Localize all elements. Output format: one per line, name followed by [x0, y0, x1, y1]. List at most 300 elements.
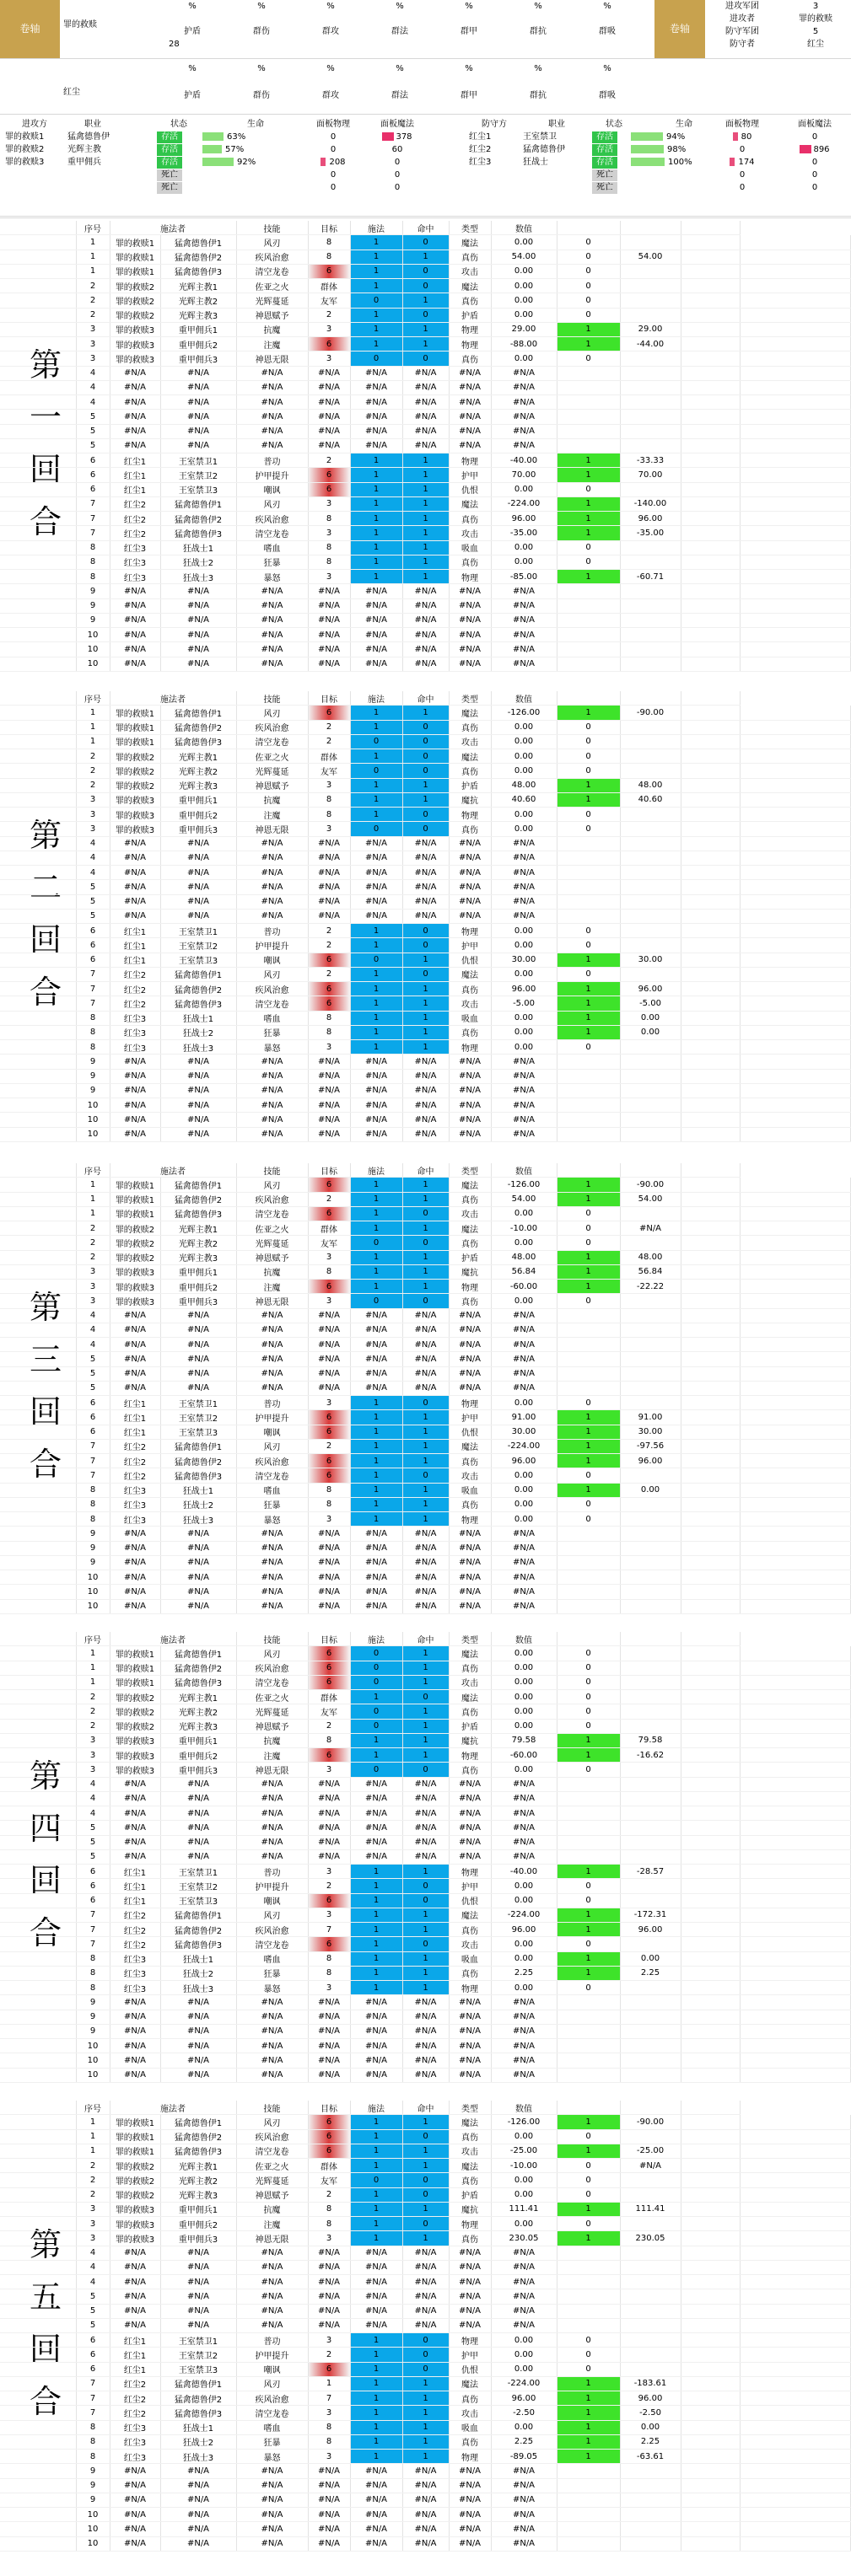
table-cell: 8 [76, 1512, 110, 1527]
table-cell: #N/A [236, 1821, 308, 1835]
phys-text: 174 [738, 158, 755, 167]
table-cell: 6 [308, 2362, 350, 2376]
table-cell: 1 [402, 996, 449, 1011]
table-cell [557, 866, 620, 880]
table-cell: 友军 [308, 293, 350, 308]
team-member-name: 红尘2 [469, 145, 492, 154]
table-cell: #N/A [491, 1127, 557, 1141]
table-cell: 2 [76, 1250, 110, 1264]
table-cell: 罪的救赎2 [110, 2187, 160, 2202]
table-cell: #N/A [110, 2522, 160, 2536]
table-cell: 1 [402, 468, 449, 482]
pct-cell: % [465, 2, 473, 11]
table-cell: 3 [308, 2231, 350, 2246]
table-cell: #N/A [402, 880, 449, 894]
table-cell [620, 2522, 681, 2536]
team-header: 生命 [247, 120, 264, 129]
table-cell: #N/A [402, 1055, 449, 1069]
table-cell: 0 [557, 352, 620, 366]
table-cell: 真伤 [449, 352, 491, 366]
table-cell: 1 [557, 996, 620, 1011]
table-cell: 光辉主教1 [160, 279, 236, 293]
side-value-2: 5 [812, 27, 819, 36]
table-cell: 罪的救赎2 [110, 749, 160, 764]
table-row [0, 1777, 851, 1791]
table-cell: 48.00 [620, 1250, 681, 1264]
table-cell: 54.00 [620, 250, 681, 264]
table-cell: 红尘2 [110, 1923, 160, 1937]
table-cell [557, 380, 620, 394]
table-cell: 狂战士1 [160, 1011, 236, 1025]
table-row [0, 279, 851, 293]
table-cell: 10 [76, 2508, 110, 2522]
table-cell: 嗜血 [236, 2420, 308, 2434]
column-header: 命中 [402, 221, 449, 235]
table-cell: #N/A [236, 1352, 308, 1366]
table-cell: #N/A [449, 657, 491, 671]
table-cell: 狂暴 [236, 1025, 308, 1039]
table-cell: 1 [557, 512, 620, 526]
phys-text: 0 [330, 145, 337, 154]
table-cell: -140.00 [620, 496, 681, 511]
table-cell: 3 [308, 1908, 350, 1922]
table-cell: 8 [76, 1025, 110, 1039]
table-cell: #N/A [491, 1352, 557, 1366]
table-cell: #N/A [402, 1570, 449, 1585]
table-cell: 0.00 [491, 1690, 557, 1704]
table-cell [620, 1806, 681, 1821]
table-cell: 0 [557, 2187, 620, 2202]
round-header-row [0, 1163, 851, 1178]
column-header: 类型 [449, 1163, 491, 1178]
table-cell: 1 [350, 1280, 402, 1294]
table-cell: #N/A [402, 2010, 449, 2024]
table-cell: #N/A [160, 2068, 236, 2082]
table-cell: #N/A [308, 1527, 350, 1541]
table-cell: -172.31 [620, 1908, 681, 1922]
table-cell: 10 [76, 1585, 110, 1599]
table-cell: 1 [557, 1178, 620, 1192]
table-cell [620, 1719, 681, 1733]
table-cell: 10 [76, 2039, 110, 2053]
table-cell: #N/A [350, 909, 402, 923]
round-label-char: 合 [29, 503, 62, 540]
table-cell: 罪的救赎1 [110, 264, 160, 278]
table-cell: #N/A [160, 628, 236, 642]
table-cell: #N/A [236, 1127, 308, 1141]
table-row [0, 1454, 851, 1468]
table-cell: 1 [350, 2406, 402, 2420]
table-cell [557, 1352, 620, 1366]
table-row [0, 2068, 851, 2082]
table-row [0, 337, 851, 352]
table-cell: 8 [76, 2420, 110, 2434]
table-cell [620, 749, 681, 764]
table-cell: 暴怒 [236, 1040, 308, 1055]
table-cell: 1 [350, 1221, 402, 1236]
table-cell: 1 [402, 1865, 449, 1879]
table-cell: -224.00 [491, 1908, 557, 1922]
table-cell: 79.58 [491, 1733, 557, 1747]
table-cell: #N/A [350, 1366, 402, 1381]
table-cell: 1 [402, 1410, 449, 1425]
table-cell: 风刃 [236, 967, 308, 981]
table-cell: 真伤 [449, 293, 491, 308]
table-cell: #N/A [350, 2010, 402, 2024]
table-cell: 0 [350, 822, 402, 836]
table-cell: 7 [76, 967, 110, 981]
table-cell: 群体 [308, 2159, 350, 2173]
table-cell: 重甲佣兵2 [160, 337, 236, 352]
table-cell: 1 [402, 1040, 449, 1055]
table-row [0, 2187, 851, 2202]
table-cell: 光辉主教1 [160, 1221, 236, 1236]
table-cell: 1 [557, 706, 620, 720]
table-row [0, 1264, 851, 1279]
table-row [0, 894, 851, 909]
table-cell: 3 [76, 1264, 110, 1279]
table-cell: #N/A [160, 909, 236, 923]
table-cell: 0.00 [491, 1937, 557, 1951]
table-cell: 1 [350, 1748, 402, 1763]
column-header: 施法者 [110, 2101, 236, 2115]
table-cell: #N/A [402, 2024, 449, 2038]
table-cell: #N/A [350, 2464, 402, 2478]
table-cell: #N/A [160, 2508, 236, 2522]
table-cell: #N/A [308, 1113, 350, 1127]
table-cell: 1 [402, 1923, 449, 1937]
table-cell: -126.00 [491, 1178, 557, 1192]
table-cell: #N/A [308, 1127, 350, 1141]
round-label-char: 第 [29, 1289, 62, 1326]
table-cell: 物理 [449, 2450, 491, 2464]
team-header: 面板物理 [725, 120, 759, 129]
table-cell: 猛禽德鲁伊2 [160, 720, 236, 734]
table-cell: 1 [350, 1733, 402, 1747]
table-cell: #N/A [402, 1323, 449, 1337]
table-cell [620, 2217, 681, 2231]
column-header: 施法 [350, 2101, 402, 2115]
table-cell: -25.00 [620, 2144, 681, 2158]
table-cell [620, 380, 681, 394]
table-cell: 1 [350, 2348, 402, 2362]
table-cell: 重甲佣兵3 [160, 352, 236, 366]
table-cell [620, 1381, 681, 1395]
table-cell: #N/A [110, 2039, 160, 2053]
table-cell: 0.00 [491, 1704, 557, 1719]
table-cell: #N/A [236, 380, 308, 394]
table-cell: #N/A [160, 1323, 236, 1337]
table-cell: 0 [557, 482, 620, 496]
table-cell: #N/A [402, 2522, 449, 2536]
table-cell: #N/A [449, 1083, 491, 1097]
table-cell: #N/A [160, 598, 236, 613]
table-cell [620, 836, 681, 851]
table-cell: 10 [76, 1127, 110, 1141]
table-cell: #N/A [491, 2053, 557, 2068]
table-cell: #N/A [308, 1366, 350, 1381]
table-cell: 罪的救赎1 [110, 706, 160, 720]
table-cell: 0 [557, 720, 620, 734]
table-cell: #N/A [160, 1127, 236, 1141]
table-cell: 0 [402, 749, 449, 764]
table-cell: 6 [308, 1410, 350, 1425]
table-cell: 红尘3 [110, 570, 160, 584]
table-cell: 0 [350, 1704, 402, 1719]
table-row [0, 2376, 851, 2391]
table-cell: 7 [76, 2391, 110, 2406]
table-cell: 疾风治愈 [236, 2129, 308, 2144]
column-header: 施法 [350, 1632, 402, 1646]
table-cell: 疾风治愈 [236, 1923, 308, 1937]
table-cell: 注魔 [236, 2217, 308, 2231]
team-header: 进攻方 [22, 120, 47, 129]
table-cell: -97.56 [620, 1439, 681, 1453]
table-cell: 1 [350, 2202, 402, 2216]
table-cell: #N/A [449, 2246, 491, 2260]
table-cell: #N/A [402, 2246, 449, 2260]
table-cell: #N/A [160, 880, 236, 894]
table-cell: 4 [76, 1338, 110, 1352]
column-header: 技能 [236, 1163, 308, 1178]
table-cell: #N/A [110, 1555, 160, 1570]
table-cell: 重甲佣兵1 [160, 322, 236, 336]
table-cell: #N/A [110, 1381, 160, 1395]
table-cell [620, 2536, 681, 2551]
column-header: 数值 [491, 1163, 557, 1178]
table-cell: #N/A [110, 1585, 160, 1599]
pct-cell: % [534, 64, 542, 73]
side-value-0: 3 [812, 2, 819, 11]
table-cell: 2 [308, 1879, 350, 1893]
status-text: 存活 [592, 144, 617, 156]
table-cell: 8 [76, 1966, 110, 1980]
table-cell: #N/A [160, 1599, 236, 1613]
table-cell: 9 [76, 1527, 110, 1541]
table-cell: 1 [557, 2231, 620, 2246]
table-cell: 猛禽德鲁伊3 [160, 1937, 236, 1951]
table-cell: 0.00 [491, 1396, 557, 1410]
table-row [0, 2246, 851, 2260]
table-cell: 5 [76, 1352, 110, 1366]
table-cell [557, 1849, 620, 1864]
table-cell: 0 [402, 264, 449, 278]
round-table [0, 1163, 851, 1614]
table-cell: 0 [557, 1206, 620, 1221]
table-row [0, 1879, 851, 1893]
table-cell [620, 1893, 681, 1908]
table-cell: 0 [402, 2187, 449, 2202]
table-cell: 5 [76, 894, 110, 909]
table-cell: -40.00 [491, 453, 557, 468]
table-cell: 7 [76, 1908, 110, 1922]
table-cell: #N/A [160, 1113, 236, 1127]
table-cell: 1 [402, 1966, 449, 1980]
table-cell: 1 [557, 1192, 620, 1206]
table-cell: 8 [308, 2434, 350, 2449]
table-row [0, 1221, 851, 1236]
table-cell: 魔法 [449, 2376, 491, 2391]
table-cell: #N/A [350, 1791, 402, 1806]
table-cell: 10 [76, 1599, 110, 1613]
table-cell [620, 1937, 681, 1951]
table-cell [557, 395, 620, 410]
table-cell: 3 [308, 322, 350, 336]
round-label-char: 一 [29, 399, 62, 436]
table-cell: 5 [76, 1381, 110, 1395]
table-cell: #N/A [350, 1098, 402, 1113]
table-cell: #N/A [308, 2464, 350, 2478]
table-cell [557, 1308, 620, 1323]
table-row [0, 526, 851, 540]
table-cell: 0.00 [491, 1661, 557, 1675]
table-cell: 1 [350, 337, 402, 352]
table-cell: 4 [76, 380, 110, 394]
table-cell: 0.00 [491, 352, 557, 366]
table-cell: 护盾 [449, 2187, 491, 2202]
table-cell: #N/A [308, 1777, 350, 1791]
table-cell: 罪的救赎1 [110, 1178, 160, 1192]
table-cell: 0.00 [491, 2173, 557, 2187]
table-cell: #N/A [491, 866, 557, 880]
table-cell: #N/A [350, 1570, 402, 1585]
table-cell: #N/A [160, 2536, 236, 2551]
table-cell: 1 [350, 1483, 402, 1497]
table-cell: 1 [402, 2231, 449, 2246]
table-cell: 0.00 [491, 2362, 557, 2376]
table-cell: 1 [350, 924, 402, 938]
table-cell: 魔法 [449, 279, 491, 293]
table-cell: 6 [76, 924, 110, 938]
table-cell: 1 [350, 1879, 402, 1893]
table-cell: 攻击 [449, 1206, 491, 1221]
table-cell: 4 [76, 1308, 110, 1323]
table-cell: 2 [76, 778, 110, 792]
table-cell: 6 [308, 1425, 350, 1439]
table-cell: #N/A [402, 657, 449, 671]
table-cell: 4 [76, 2246, 110, 2260]
table-cell [557, 613, 620, 627]
table-cell: #N/A [236, 598, 308, 613]
table-cell [620, 1527, 681, 1541]
table-cell: #N/A [402, 2304, 449, 2318]
team-member-job: 光辉主教 [67, 145, 101, 154]
table-cell: 2 [76, 1719, 110, 1733]
team-member-job: 猛禽德鲁伊 [523, 145, 565, 154]
table-cell: 1 [350, 453, 402, 468]
table-row [0, 1599, 851, 1613]
table-cell: 真伤 [449, 1192, 491, 1206]
table-cell: #N/A [449, 851, 491, 865]
table-cell [557, 1527, 620, 1541]
table-cell [620, 1236, 681, 1250]
table-cell [557, 1323, 620, 1337]
table-cell: 0.00 [491, 1512, 557, 1527]
table-cell: 风刃 [236, 2115, 308, 2129]
table-cell: 1 [557, 1908, 620, 1922]
table-cell: 0 [402, 2333, 449, 2348]
table-cell: #N/A [350, 1821, 402, 1835]
table-cell [620, 598, 681, 613]
table-cell: 2 [308, 1439, 350, 1453]
table-cell: #N/A [110, 1113, 160, 1127]
table-cell: -28.57 [620, 1865, 681, 1879]
hp-bar [202, 158, 234, 166]
table-cell: 1 [350, 967, 402, 981]
table-cell: 狂战士1 [160, 1483, 236, 1497]
table-cell: #N/A [449, 1055, 491, 1069]
table-cell: #N/A [491, 1791, 557, 1806]
table-cell: 0 [557, 967, 620, 981]
table-cell: #N/A [160, 2024, 236, 2038]
table-cell: 0 [557, 734, 620, 749]
table-cell: 7 [308, 2391, 350, 2406]
table-cell: 1 [350, 2231, 402, 2246]
table-cell: 护盾 [449, 308, 491, 322]
table-cell [620, 1849, 681, 1864]
table-cell: 1 [350, 1206, 402, 1221]
table-cell [620, 2464, 681, 2478]
table-cell: #N/A [449, 2478, 491, 2493]
table-cell [620, 1541, 681, 1555]
table-cell: 猛禽德鲁伊1 [160, 1439, 236, 1453]
table-row [0, 1294, 851, 1308]
table-cell [557, 2275, 620, 2289]
table-cell: 0 [402, 1893, 449, 1908]
table-cell [620, 967, 681, 981]
table-cell: 9 [76, 2478, 110, 2493]
column-header: 类型 [449, 2101, 491, 2115]
table-cell [620, 1055, 681, 1069]
table-cell: 罪的救赎2 [110, 279, 160, 293]
table-cell: 魔抗 [449, 2202, 491, 2216]
table-cell: 1 [350, 526, 402, 540]
table-row [0, 2053, 851, 2068]
table-cell: #N/A [236, 2464, 308, 2478]
status-text: 死亡 [157, 182, 182, 194]
table-cell: #N/A [160, 657, 236, 671]
pct-cell: % [326, 64, 335, 73]
table-cell: 1 [557, 468, 620, 482]
table-cell: #N/A [110, 1527, 160, 1541]
table-row [0, 424, 851, 438]
table-cell [620, 1113, 681, 1127]
table-row [0, 1206, 851, 1221]
table-cell: 真伤 [449, 512, 491, 526]
table-cell: #N/A [449, 2304, 491, 2318]
table-row [0, 2202, 851, 2216]
round-label-char: 五 [29, 2278, 62, 2316]
table-cell: 罪的救赎1 [110, 2115, 160, 2129]
table-cell: #N/A [402, 2536, 449, 2551]
table-cell: 红尘1 [110, 1396, 160, 1410]
table-cell: #N/A [110, 894, 160, 909]
table-cell: #N/A [110, 584, 160, 598]
table-cell: 8 [76, 1981, 110, 1995]
table-cell [557, 1127, 620, 1141]
table-cell: 9 [76, 1995, 110, 2010]
table-cell: #N/A [350, 1777, 402, 1791]
table-cell: 1 [350, 250, 402, 264]
table-cell: 1 [557, 2202, 620, 2216]
table-row [0, 555, 851, 569]
table-cell [557, 2493, 620, 2507]
table-cell: #N/A [236, 1585, 308, 1599]
table-cell: 1 [350, 1937, 402, 1951]
column-header: 技能 [236, 691, 308, 706]
table-cell: 1 [402, 953, 449, 967]
table-cell: 罪的救赎3 [110, 1264, 160, 1279]
